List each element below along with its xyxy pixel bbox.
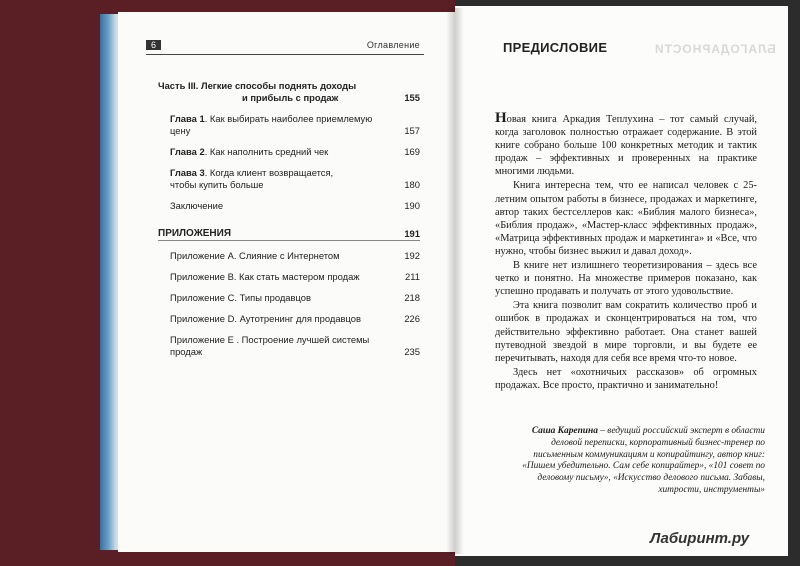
toc-entry-title-cont: чтобы купить больше [170,179,264,190]
paragraph: В книге нет излишнего теоретизирования – здесь все четко и понятно. На множестве примеров показано, как успешно продавать и получать от этого удовольствие. [495,260,757,298]
header-title: Оглавление [366,40,420,50]
toc-page-number: 190 [404,200,420,211]
toc-page-number: 180 [404,179,420,190]
drop-cap: Н [495,110,507,126]
toc-page-number: 218 [404,292,420,303]
toc-page-number: 155 [404,92,420,103]
page-title: ПРЕДИСЛОВИЕ [503,40,608,55]
paragraph: Новая книга Аркадия Теплухина – тот самый случай, когда заголовок полностью отражает содержание. В этой книге собрано больше 100 конкретных методик и тактик продаж – эффективных и проверенных на практике многими людьми. [495,110,757,178]
signature-name: Саша Карепина [531,426,598,436]
toc-entry-title-cont: продаж [170,346,203,357]
show-through-title: БЛАГОДАРНОСТИ [654,42,776,56]
toc-entry [170,271,420,283]
section-divider [158,240,420,241]
toc-entry-title: Глава 2. Как наполнить средний чек [170,146,329,157]
toc-page-number: 211 [405,271,420,282]
page-header [146,40,424,55]
toc-chapter-label: Глава 1 [170,113,205,124]
right-page [455,6,788,556]
toc-entry [170,200,420,212]
watermark-logo: Лабиринт.ру [650,530,750,547]
toc-entry [170,292,420,304]
toc-entry [158,80,420,104]
toc-entry [170,250,420,262]
toc-entry-title-cont: и прибыль с продаж [242,92,339,103]
toc-page-number: 157 [404,125,420,136]
paragraph: Эта книга позволит вам сократить количество проб и ошибок в продажах и сконцентрироваться на том, что действительно эффективно работает. Она станет вашей путеводной звездой в мире торговли, и вы будете ее перечитывать, находя для себя все время что-то новое. [495,300,757,364]
toc-entry [170,146,420,158]
toc-entry-title: Глава 3. Когда клиент возвращается, [170,167,334,178]
toc-entry [170,167,420,191]
toc-page-number: 192 [404,250,420,261]
toc-chapter-label: Глава 3 [170,167,205,178]
toc-entry [158,228,420,240]
left-page [118,12,455,552]
toc-entry [170,113,420,137]
toc-entry [170,313,420,325]
toc-entry-title: Приложение C. Типы продавцов [170,292,311,303]
signature-text: – ведущий российский эксперт в области деловой переписки, корпоративный бизнес-тренер по письменным коммуникациям и копирайтингу, автор книг: «Пишем убедительно. Сам себе копирайтер», «101 совет по деловому письму», «Искусство делового письма. Забавы, хитрости, инструменты» [522,426,765,495]
toc-entry-title-cont: цену [170,125,191,136]
toc-page-number: 235 [404,346,420,357]
book-gutter [446,8,464,554]
toc-entry-title: Приложение A. Слияние с Интернетом [170,250,340,261]
toc-page-number: 226 [404,313,420,324]
page-number: 6 [146,40,161,50]
toc-entry-title: Глава 1. Как выбирать наиболее приемлемую [170,113,373,124]
toc-entry-title: Заключение [170,200,224,211]
toc-page-number: 191 [404,228,420,239]
signature [515,426,765,497]
toc-entry-title: ПРИЛОЖЕНИЯ [158,228,232,239]
toc-entry [170,334,420,358]
toc-page-number: 169 [404,146,420,157]
toc-entry-title: Приложение E . Построение лучшей системы [170,334,370,345]
toc-chapter-label: Глава 2 [170,146,205,157]
toc-entry-title: Часть III. Легкие способы поднять доходы [158,80,357,91]
paragraph: Книга интересна тем, что ее написал человек с 25-летним опытом работы в бизнесе, продажах и маркетинге, автор таких бестселлеров как: «Библия малого бизнеса», «Библия продаж», «Мастер-класс эффективных продаж», «Матрица эффективных продаж и маркетинга» и «Все, что нужно, чтобы бизнес выжил и давал доход». [495,180,757,257]
preface-text [495,112,757,393]
toc-entry-title: Приложение B. Как стать мастером продаж [170,271,360,282]
table-of-contents [158,80,420,358]
paragraph: Здесь нет «охотничьих рассказов» об огромных продажах. Все просто, практично и занимательно! [495,366,757,391]
toc-entry-title: Приложение D. Аутотренинг для продавцов [170,313,361,324]
